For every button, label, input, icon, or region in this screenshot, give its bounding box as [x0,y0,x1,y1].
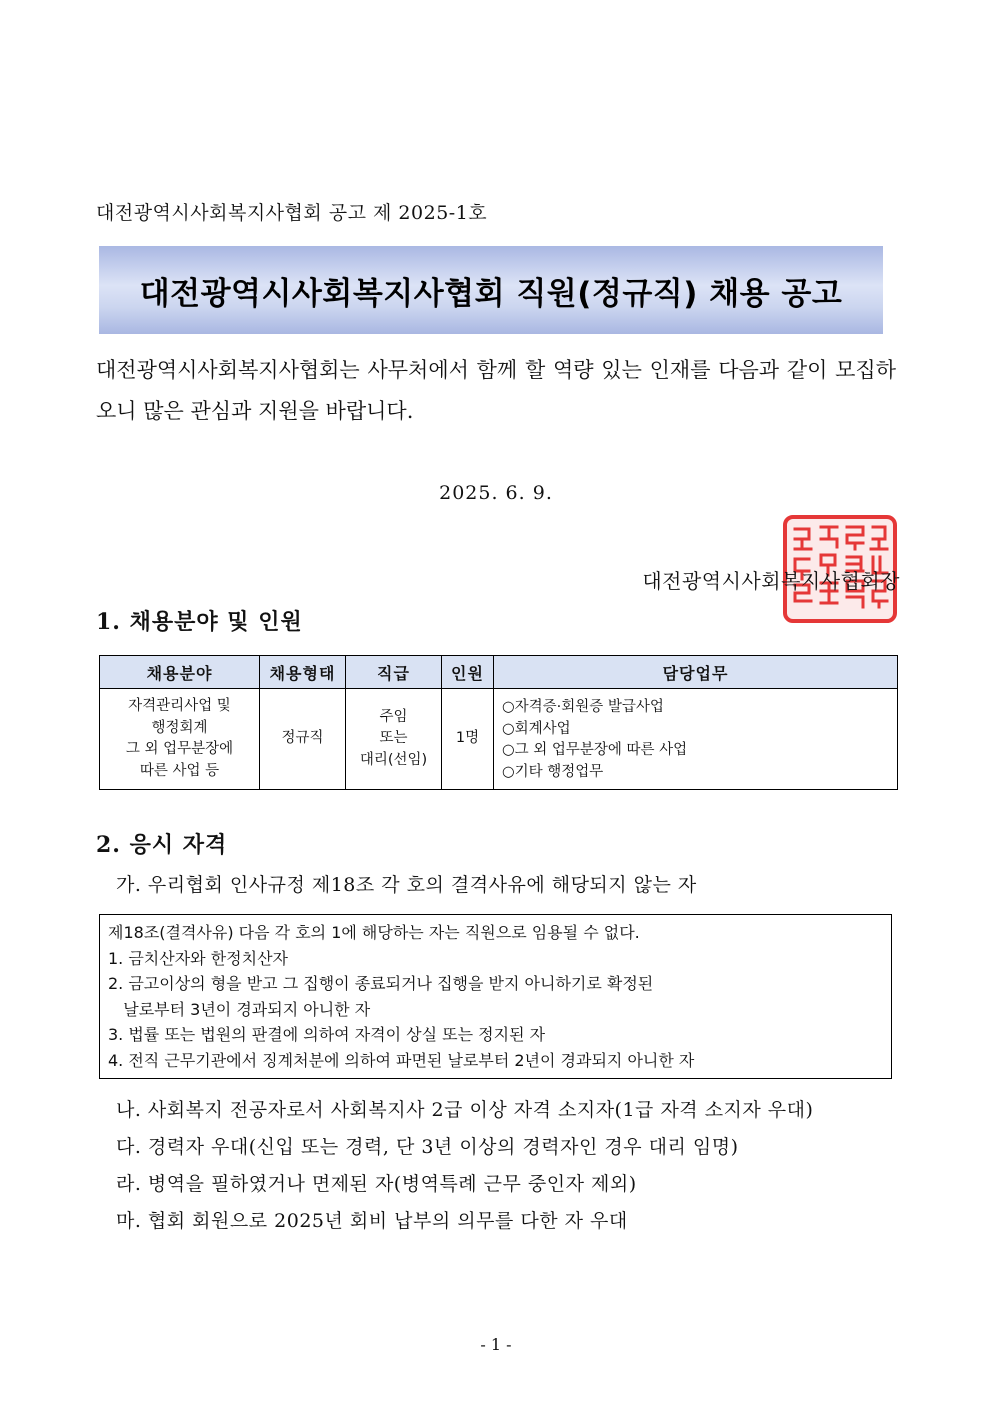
qualification-item: 라. 병역을 필하였거나 면제된 자(병역특례 근무 중인자 제외) [116,1173,637,1195]
duty-item: ○회계사업 [502,720,571,737]
cell-count: 1명 [442,689,494,790]
cell-rank [346,689,442,790]
qualification-item: 나. 사회복지 전공자로서 사회복지사 2급 이상 자격 소지자(1급 자격 소지자 우대) [116,1099,814,1121]
duty-item: ○그 외 업무분장에 따른 사업 [502,742,688,758]
qualification-item-a: 가. 우리협회 인사규정 제18조 각 호의 결격사유에 해당되지 않는 자 [116,874,697,896]
duty-item: ○기타 행정업무 [502,763,604,780]
issuer-name: 대전광역시사회복지사협회장 [642,569,900,593]
page-title: 대전광역시사회복지사협회 직원(정규직) 채용 공고 [139,275,843,312]
rule-line: 1. 금치산자와 한정치산자 [108,948,288,968]
table-row [100,689,898,790]
rule-line: 2. 금고이상의 형을 받고 그 집행이 종료되거나 집행을 받지 아니하기로 확정된 [108,974,654,994]
title-banner [99,246,883,334]
duty-item: ○자격증·회원증 발급사업 [502,699,664,715]
field-line: 따른 사업 등 [139,762,220,779]
rule-line: 제18조(결격사유) 다음 각 호의 1에 해당하는 자는 직원으로 임용될 수 없다. [108,923,640,942]
section2-heading: 2. 응시 자격 [96,832,228,858]
disqualification-rule-box [99,914,892,1079]
field-line: 자격관리사업 및 [128,698,231,714]
rule-line: 4. 전직 근무기관에서 징계처분에 의하여 파면된 날로부터 2년이 경과되지 아니한 자 [108,1050,695,1070]
qualification-list [116,1092,813,1240]
rank-line: 또는 [379,730,408,747]
section1-heading: 1. 채용분야 및 인원 [96,609,303,635]
recruitment-table [99,655,898,790]
field-line: 그 외 업무분장에 [125,741,234,757]
qualification-item: 마. 협회 회원으로 2025년 회비 납부의 의무를 다한 자 우대 [116,1210,628,1232]
qualification-item: 다. 경력자 우대(신입 또는 경력, 단 3년 이상의 경력자인 경우 대리 임명) [116,1136,739,1158]
rule-line: 날로부터 3년이 경과되지 아니한 자 [108,999,371,1019]
notice-number: 대전광역시사회복지사협회 공고 제 2025-1호 [96,202,488,224]
header-rank: 직급 [346,656,442,689]
header-field: 채용분야 [100,656,260,689]
field-line: 행정회계 [151,719,208,736]
rank-line: 주임 [379,708,408,725]
notice-date: 2025. 6. 9. [439,482,553,504]
cell-field [100,689,260,790]
header-count: 인원 [442,656,494,689]
header-type: 채용형태 [260,656,346,689]
cell-duties [494,689,898,790]
header-duties: 담당업무 [494,656,898,689]
intro-paragraph: 대전광역시사회복지사협회는 사무처에서 함께 할 역량 있는 인재를 다음과 같이 모집하오니 많은 관심과 지원을 바랍니다. [96,358,896,423]
rule-line: 3. 법률 또는 법원의 판결에 의하여 자격이 상실 또는 정지된 자 [108,1025,546,1045]
cell-type: 정규직 [260,689,346,790]
table-header-row [100,656,898,689]
page-number: - 1 - [480,1335,512,1354]
rank-line: 대리(선임) [359,751,428,768]
